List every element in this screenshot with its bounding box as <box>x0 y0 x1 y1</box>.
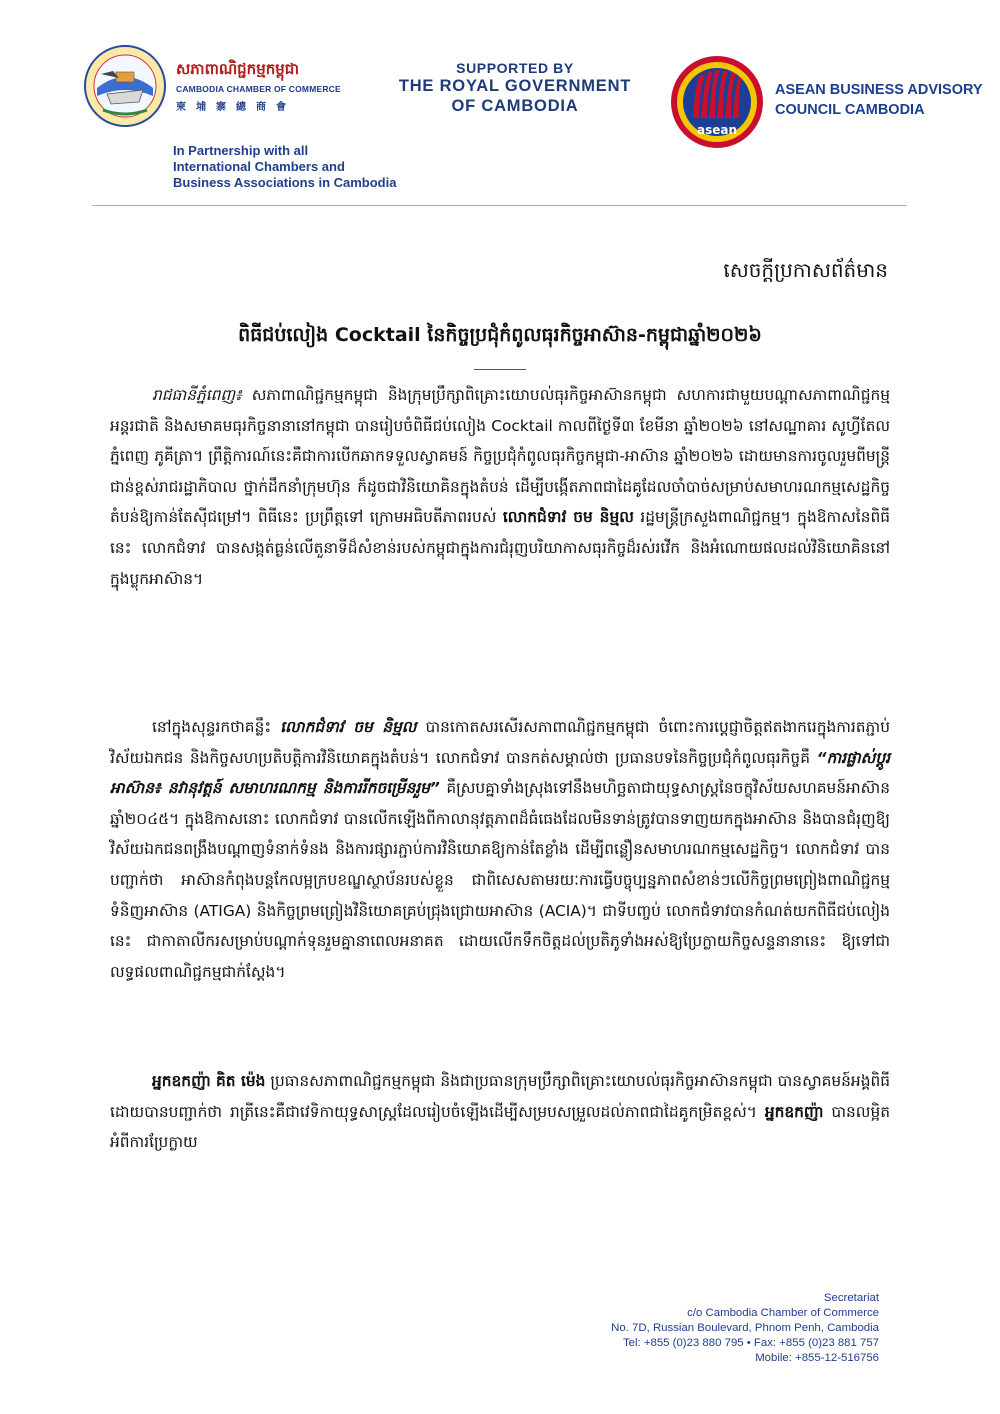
supported-by-label: SUPPORTED BY <box>456 60 574 76</box>
footer-care-of: c/o Cambodia Chamber of Commerce <box>687 1307 879 1319</box>
supported-by-block <box>380 60 650 116</box>
partnership-line-2: International Chambers and <box>173 159 345 174</box>
body-paragraph-2 <box>110 712 890 987</box>
partnership-line-3: Business Associations in Cambodia <box>173 175 397 190</box>
paragraph-2-text-c: គឺស្របគ្នាទាំងស្រុងទៅនឹងមហិច្ឆតាជាយុទ្ធសាស្ត្រនៃចក្ខុវិស័យសហគមន៍អាស៊ានឆ្នាំ២០៤៥។ ក្នុងឱកាសនោះ លោកជំទាវ បានលើកឡើងពីកាលានុវត្តភាពដ៏ធំធេងដែលមិនទាន់ត្រូវបានទាញយកក្នុងអាស៊ាន និងបានជំរុញឱ្យវិស័យឯកជនពង្រឹងបណ្តាញទំនាក់ទំនង និងការផ្សារភ្ជាប់ការវិនិយោគឱ្យកាន់តែខ្លាំង ដើម្បីពន្លឿនសមាហរណកម្មសេដ្ឋកិច្ច។ លោកជំទាវ បានបញ្ជាក់ថា អាស៊ានកំពុងបន្តកែលម្អក្របខណ្ឌស្ថាប័នរបស់ខ្លួន ជាពិសេសតាមរយៈការធ្វើបច្ចុប្បន្នភាពសំខាន់ៗលើកិច្ចព្រមព្រៀងពាណិជ្ជកម្មទំនិញអាស៊ាន (ATIGA) និងកិច្ចព្រមព្រៀងវិនិយោគគ្រប់ជ្រុងជ្រោយអាស៊ាន (ACIA)។ ជាទីបញ្ចប់ លោកជំទាវបានកំណត់យកពិធីជប់លៀងនេះ ជាកាតាលីករសម្រាប់បណ្តាក់ទុនរួមគ្នានាពេលអនាគត ដោយលើកទឹកចិត្តដល់ប្រតិភូទាំងអស់ឱ្យប្រែក្លាយកិច្ចសន្ទនានានេះ ឱ្យទៅជាលទ្ធផលពាណិជ្ជកម្មជាក់ស្តែង។ <box>110 779 890 981</box>
header-divider <box>92 205 907 206</box>
asean-logo <box>669 54 765 150</box>
paragraph-1-text-a: សភាពាណិជ្ជកម្មកម្ពុជា និងក្រុមប្រឹក្សាពិគ្រោះយោបល់ធុរកិច្ចអាស៊ានកម្ពុជា សហការជាមួយបណ្តាសភាពាណិជ្ជកម្មអន្តរជាតិ និងសមាគមធុរកិច្ចនានានៅកម្ពុជា បានរៀបចំពិធីជប់លៀង Cocktail កាលពីថ្ងៃទី៣ ខែមីនា ឆ្នាំ២០២៦ នៅសណ្ឋាគារ សូហ្វីតែល ភ្នំពេញ ភូគីត្រា។ ព្រឹត្តិការណ៍នេះគឺជាការបើកឆាកទទួលស្វាគមន៍ កិច្ចប្រជុំកំពូលធុរកិច្ចកម្ពុជា-អាស៊ាន ឆ្នាំ២០២៦ ដោយមានការចូលរួមពីមន្ត្រីជាន់ខ្ពស់រាជរដ្ឋាភិបាល ថ្នាក់ដឹកនាំក្រុមហ៊ុន ក៏ដូចជាវិនិយោគិនក្នុងតំបន់ ដើម្បីបង្កើតភាពជាដៃគូដែលចាំបាច់សម្រាប់សមាហរណកម្មសេដ្ឋកិច្ចតំបន់ឱ្យកាន់តែស៊ីជម្រៅ។ ពិធីនេះ ប្រព្រឹត្តទៅ ក្រោមអធិបតីភាពរបស់ <box>110 386 890 527</box>
summit-theme: “ការផ្លាស់ប្តូរអាស៊ាន៖ នវានុវត្តន៍ សមាហរណកម្ម និងការរីកចម្រើនរួម” <box>110 748 890 798</box>
paragraph-3-text-a: ប្រធានសភាពាណិជ្ជកម្មកម្ពុជា និងជាប្រធានក្រុមប្រឹក្សាពិគ្រោះយោបល់ធុរកិច្ចអាស៊ានកម្ពុជា បានស្វាគមន៍អង្គពិធីដោយបានបញ្ជាក់ថា រាត្រីនេះគឺជាវេទិកាយុទ្ធសាស្ត្រដែលរៀបចំឡើងដើម្បីសម្របសម្រួលដល់ភាពជាដៃគូកម្រិតខ្ពស់។ <box>110 1072 890 1121</box>
footer-address: No. 7D, Russian Boulevard, Phnom Penh, Cambodia <box>611 1322 879 1334</box>
minister-name-keynote: លោកជំទាវ ចម និម្មល <box>280 718 417 736</box>
government-line-2: OF CAMBODIA <box>451 97 579 115</box>
dateline: រាជធានីភ្នំពេញ៖ <box>152 386 242 404</box>
paragraph-2-text-b: បានកោតសរសើរសភាពាណិជ្ជកម្មកម្ពុជា ចំពោះការប្តេជ្ញាចិត្តឥតងាករេក្នុងការតភ្ជាប់វិស័យឯកជន និងកិច្ចសហប្រតិបត្តិការវិនិយោគក្នុងតំបន់។ លោកជំទាវ បានកត់សម្គាល់ថា ប្រធានបទនៃកិច្ចប្រជុំកំពូលធុរកិច្ចគឺ <box>110 718 890 767</box>
chamber-name-english: CAMBODIA CHAMBER OF COMMERCE <box>176 84 341 94</box>
paragraph-2-text-a: នៅក្នុងសុន្ទរកថាគន្លឹះ <box>152 718 281 736</box>
government-line-1: THE ROYAL GOVERNMENT <box>398 77 632 95</box>
abac-line-1: ASEAN BUSINESS ADVISORY <box>775 82 983 98</box>
minister-name: លោកជំទាវ ចម និម្មល <box>502 508 634 527</box>
paragraph-1-text-b: រដ្ឋមន្ត្រីក្រសួងពាណិជ្ជកម្ម។ ក្នុងឱកាសនៃពិធីនេះ លោកជំទាវ បានសង្កត់ធ្ងន់លើតួនាទីដ៏សំខាន់របស់កម្ពុជាក្នុងការជំរុញបរិយាកាសធុរកិច្ចដ៏រស់រវើក និងអំណោយផលដល់វិនិយោគិននៅក្នុងប្លុកអាស៊ាន។ <box>110 508 890 588</box>
chamber-name-khmer: សភាពាណិជ្ជកម្មកម្ពុជា <box>176 60 300 78</box>
secretariat-footer <box>611 1291 879 1366</box>
body-paragraph-3 <box>110 1066 890 1158</box>
president-name: អ្នកឧកញ៉ា គិត ម៉េង <box>152 1072 266 1090</box>
press-release-label: សេចក្តីប្រកាសព័ត៌មាន <box>723 258 888 282</box>
partnership-line-1: In Partnership with all <box>173 143 309 158</box>
partnership-note <box>173 143 396 191</box>
footer-mobile: Mobile: +855-12-516756 <box>755 1352 879 1364</box>
chamber-name-chinese: 柬埔寨總商會 <box>176 102 296 113</box>
abac-line-2: COUNCIL CAMBODIA <box>775 102 925 118</box>
abac-name <box>775 80 983 120</box>
document-title: ពិធីជប់លៀង Cocktail នៃកិច្ចប្រជុំកំពូលធុរកិច្ចអាស៊ាន-កម្ពុជាឆ្នាំ២០២៦ <box>238 324 762 346</box>
body-paragraph-1 <box>110 380 890 594</box>
cambodia-chamber-logo <box>83 44 167 128</box>
paragraph-3-text-b: បានលម្អិតអំពីការប្រែក្លាយ <box>110 1102 891 1152</box>
footer-secretariat: Secretariat <box>823 1292 879 1304</box>
asean-logo-text: asean <box>696 123 738 137</box>
title-underline <box>474 369 526 370</box>
president-title: អ្នកឧកញ៉ា <box>764 1102 824 1121</box>
footer-tel-fax: Tel: +855 (0)23 880 795 • Fax: +855 (0)23 881 757 <box>622 1337 879 1349</box>
